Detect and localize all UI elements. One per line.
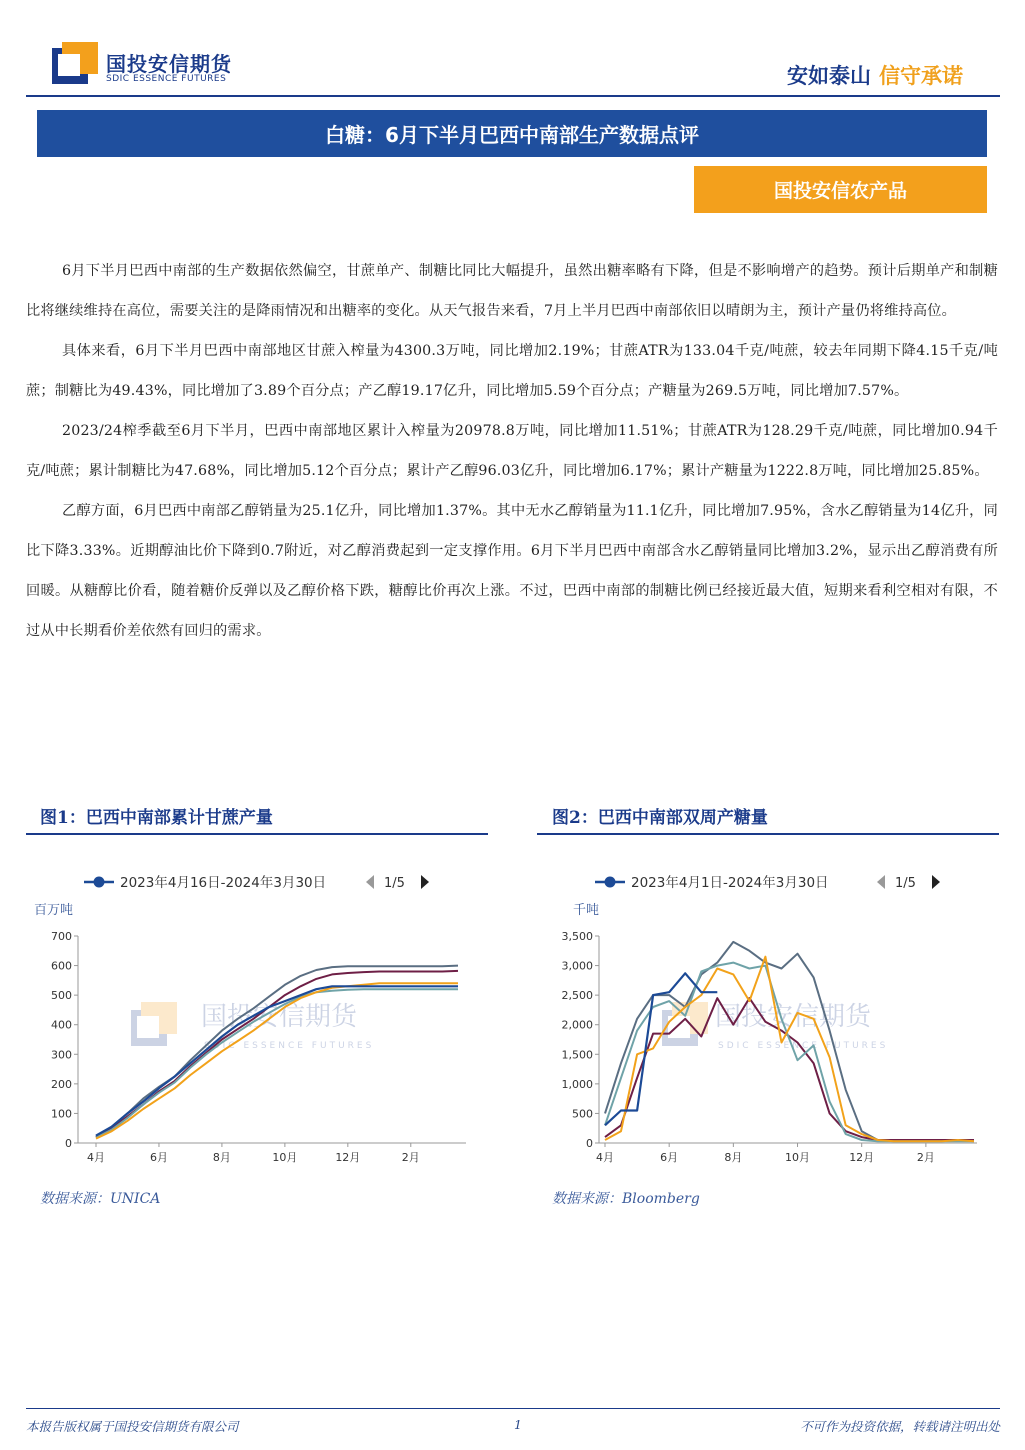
x-tick-label: 10月: [785, 1151, 811, 1164]
y-tick-label: 600: [51, 959, 72, 973]
y-tick-label: 2,000: [561, 1018, 593, 1032]
x-tick-label: 6月: [149, 1151, 168, 1164]
y-axis-unit: 千吨: [573, 903, 600, 918]
watermark-text: 国投安信期货: [715, 1002, 872, 1032]
y-axis-unit: 百万吨: [34, 903, 74, 918]
figure-1-legend[interactable]: [84, 874, 429, 891]
slogan-part-1: 安如泰山: [787, 64, 871, 88]
y-tick-label: 400: [51, 1018, 72, 1032]
paragraph-ethanol: 乙醇方面，6月巴西中南部乙醇销量为25.1亿升，同比增加1.37%。其中无水乙醇销量为11.1亿升，同比增加7.95%，含水乙醇销量为14亿升，同比下降3.33%。近期醇油比价下降到0.7附近，对乙醇消费起到一定支撑作用。6月下半月巴西中南部含水乙醇销量同比增加3.2%，显示出乙醇消费有所回暖。从糖醇比价看，随着糖价反弹以及乙醇价格下跌，糖醇比价再次上涨。不过，巴西中南部的制糖比例已经接近最大值，短期来看利空相对有限，不过从中长期看价差依然有回归的需求。: [26, 503, 998, 639]
series-line-3: [96, 966, 458, 1137]
figure-1-title: 图1：巴西中南部累计甘蔗产量: [40, 808, 273, 828]
logo-mark: [52, 42, 98, 84]
legend-pager: 1/5: [384, 876, 405, 891]
report-category-tag: 国投安信农产品: [694, 166, 987, 213]
paragraph-cumulative: 2023/24榨季截至6月下半月，巴西中南部地区累计入榨量为20978.8万吨，同比增加11.51%；甘蔗ATR为128.29千克/吨蔗，同比增加0.94千克/吨蔗；累计制糖比为47.68%，同比增加5.12个百分点；累计产乙醇96.03亿升，同比增加6.17%；累计产糖量为1222.8万吨，同比增加25.85%。: [26, 423, 998, 479]
x-tick-label: 8月: [212, 1151, 231, 1164]
y-tick-label: 100: [51, 1107, 72, 1121]
legend-label: 2023年4月16日-2024年3月30日: [120, 875, 327, 891]
y-tick-label: 1,000: [561, 1077, 593, 1091]
header-divider: [26, 95, 1000, 97]
legend-next-icon[interactable]: [932, 875, 940, 889]
y-tick-label: 3,500: [561, 930, 593, 943]
y-tick-label: 300: [51, 1048, 72, 1062]
slogan: [787, 60, 963, 90]
y-tick-label: 3,000: [561, 959, 593, 973]
footer-copyright: 本报告版权属于国投安信期货有限公司: [26, 1419, 239, 1434]
figure-2-divider: [537, 833, 999, 835]
slogan-part-2: 信守承诺: [879, 64, 963, 88]
page-number: 1: [514, 1417, 522, 1432]
footer-divider: [26, 1408, 1000, 1409]
y-tick-label: 700: [51, 930, 72, 943]
x-tick-label: 2月: [401, 1151, 420, 1164]
x-tick-label: 12月: [849, 1151, 875, 1164]
figure-2-legend[interactable]: [595, 874, 940, 891]
x-tick-label: 6月: [660, 1151, 679, 1164]
paragraph-summary: 6月下半月巴西中南部的生产数据依然偏空，甘蔗单产、制糖比同比大幅提升，虽然出糖率略有下降，但是不影响增产的趋势。预计后期单产和制糖比将继续维持在高位，需要关注的是降雨情况和出糖率的变化。从天气报告来看，7月上半月巴西中南部依旧以晴朗为主，预计产量仍将维持高位。: [26, 263, 998, 319]
x-tick-label: 8月: [724, 1151, 743, 1164]
figure-2-title: 图2：巴西中南部双周产糖量: [552, 808, 768, 828]
series-line-4: [605, 963, 974, 1142]
watermark-text: 国投安信期货: [201, 1002, 358, 1032]
x-tick-label: 4月: [596, 1151, 614, 1164]
footer-disclaimer: 不可作为投资依据，转载请注明出处: [799, 1419, 1000, 1434]
figure-1-divider: [26, 833, 488, 835]
figure-1-source: 数据来源：UNICA: [40, 1191, 161, 1207]
y-tick-label: 1,500: [561, 1048, 593, 1062]
legend-pager: 1/5: [895, 876, 916, 891]
y-tick-label: 500: [51, 989, 72, 1003]
x-tick-label: 2月: [916, 1151, 935, 1164]
report-body: [26, 251, 998, 651]
logo-text-en: SDIC ESSENCE FUTURES: [106, 74, 227, 84]
report-title: 白糖：6月下半月巴西中南部生产数据点评: [37, 110, 987, 157]
figure-2-source: 数据来源：Bloomberg: [552, 1191, 700, 1207]
figure-1-chart: [26, 860, 488, 1175]
x-tick-label: 10月: [272, 1151, 298, 1164]
y-tick-label: 2,500: [561, 989, 593, 1003]
watermark-text-en: SDIC ESSENCE FUTURES: [718, 1041, 889, 1051]
x-tick-label: 4月: [87, 1151, 105, 1164]
y-tick-label: 200: [51, 1077, 72, 1091]
x-tick-label: 12月: [335, 1151, 361, 1164]
paragraph-biweekly: 具体来看，6月下半月巴西中南部地区甘蔗入榨量为4300.3万吨，同比增加2.19%；甘蔗ATR为133.04千克/吨蔗，较去年同期下降4.15千克/吨蔗；制糖比为49.43%，同比增加了3.89个百分点；产乙醇19.17亿升，同比增加5.59个百分点；产糖量为269.5万吨，同比增加7.57%。: [26, 343, 998, 399]
legend-label: 2023年4月1日-2024年3月30日: [631, 875, 829, 891]
logo-text-cn: 国投安信期货: [106, 52, 232, 76]
y-tick-label: 500: [572, 1107, 593, 1121]
legend-prev-icon[interactable]: [366, 875, 374, 889]
figure-2-chart: [537, 860, 999, 1175]
legend-next-icon[interactable]: [421, 875, 429, 889]
watermark-text-en: SDIC ESSENCE FUTURES: [204, 1041, 375, 1051]
series-line-2: [96, 971, 458, 1137]
y-tick-label: 0: [586, 1137, 593, 1150]
y-tick-label: 0: [65, 1137, 72, 1150]
legend-prev-icon[interactable]: [877, 875, 885, 889]
